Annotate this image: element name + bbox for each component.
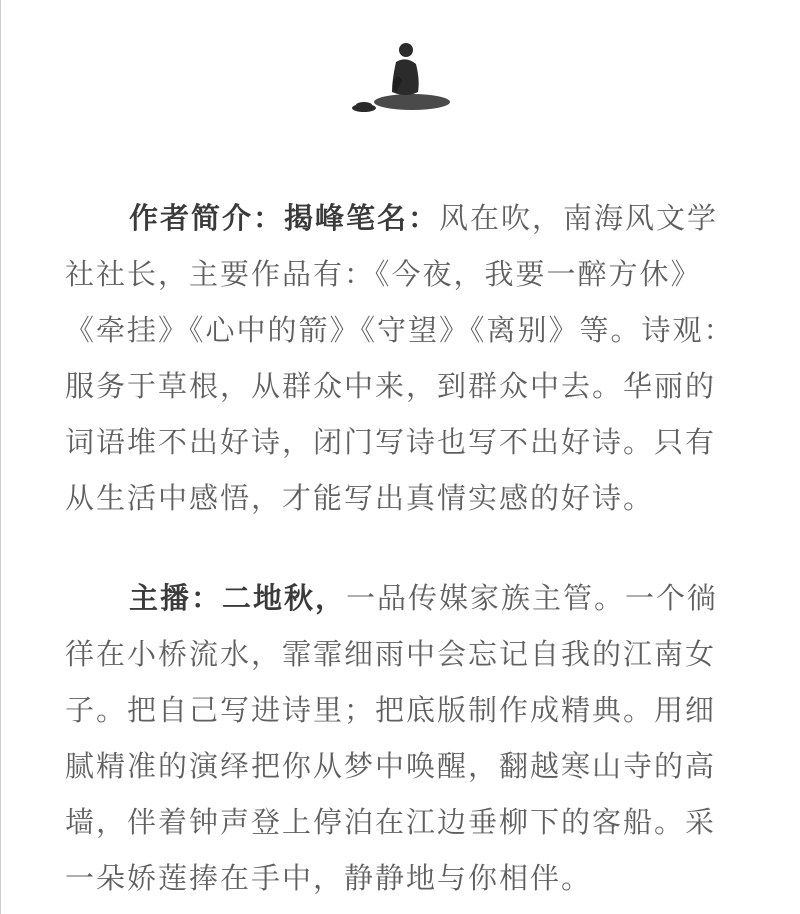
host-bio-paragraph <box>65 570 745 906</box>
author-bio-text: 风在吹，南海风文学社社长，主要作品有：《今夜，我要一醉方休》《牵挂》《心中的箭》《守望》《离别》等。诗观：服务于草根，从群众中来，到群众中去。华丽的词语堆不出好诗，闭门写诗也写不出好诗。只有从生活中感悟，才能写出真情实感的好诗。 <box>65 201 735 515</box>
meditating-figure-on-lotus-icon <box>348 40 454 120</box>
left-border <box>0 0 1 914</box>
author-bio-paragraph <box>65 190 745 526</box>
host-bio-label: 主播：二地秋， <box>129 581 347 615</box>
host-bio-text: 一品传媒家族主管。一个徜徉在小桥流水，霏霏细雨中会忘记自我的江南女子。把自己写进诗里；把底版制作成精典。用细腻精准的演绎把你从梦中唤醒，翻越寒山寺的高墙，伴着钟声登上停泊在江边垂柳下的客船。采一朵娇莲捧在手中，静静地与你相伴。 <box>65 581 719 895</box>
author-bio-label: 作者简介：揭峰笔名： <box>129 201 440 235</box>
